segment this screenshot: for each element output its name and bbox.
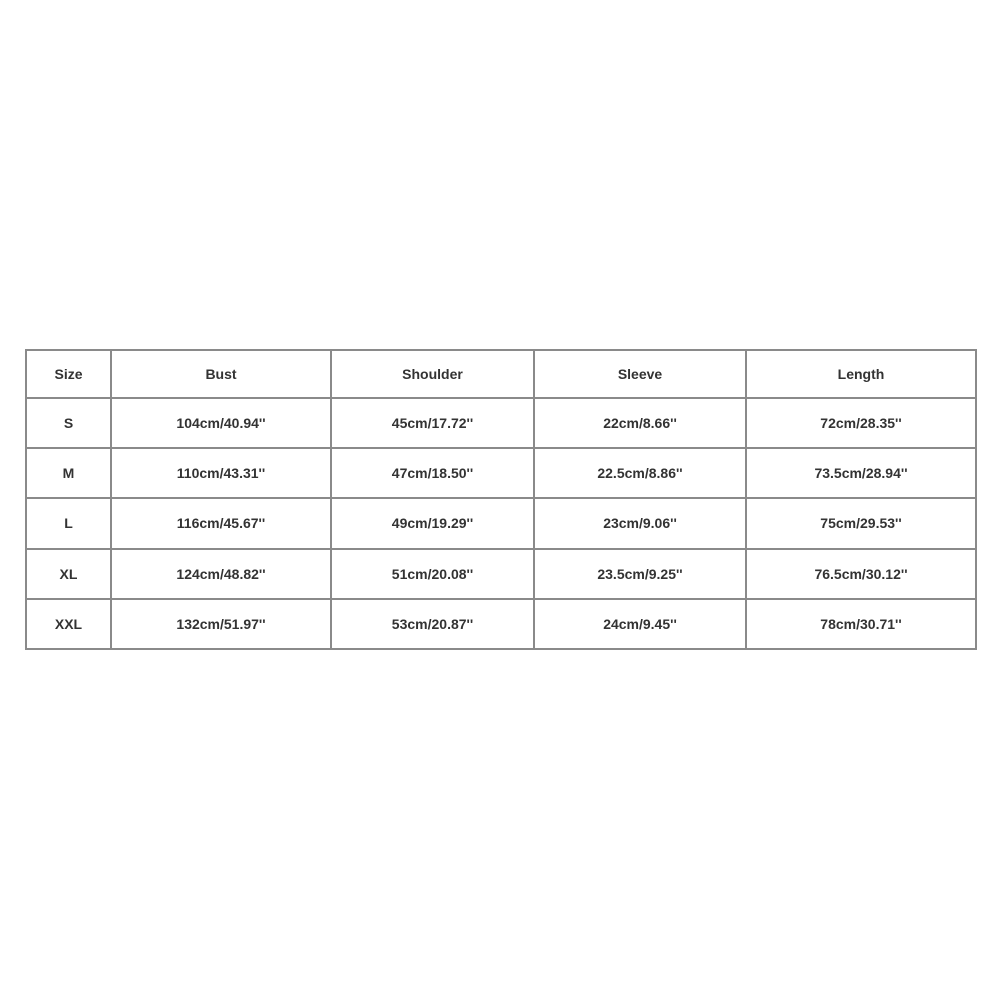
cell-sleeve: 24cm/9.45'' bbox=[534, 599, 746, 649]
table-row bbox=[26, 398, 976, 448]
cell-shoulder: 47cm/18.50'' bbox=[331, 448, 534, 498]
cell-length: 73.5cm/28.94'' bbox=[746, 448, 976, 498]
header-sleeve: Sleeve bbox=[534, 350, 746, 398]
cell-bust: 104cm/40.94'' bbox=[111, 398, 331, 448]
cell-length: 76.5cm/30.12'' bbox=[746, 549, 976, 599]
cell-bust: 110cm/43.31'' bbox=[111, 448, 331, 498]
cell-shoulder: 49cm/19.29'' bbox=[331, 498, 534, 548]
table-row bbox=[26, 549, 976, 599]
cell-bust: 132cm/51.97'' bbox=[111, 599, 331, 649]
cell-bust: 116cm/45.67'' bbox=[111, 498, 331, 548]
cell-sleeve: 23.5cm/9.25'' bbox=[534, 549, 746, 599]
cell-bust: 124cm/48.82'' bbox=[111, 549, 331, 599]
cell-size: XL bbox=[26, 549, 111, 599]
size-chart-table bbox=[25, 349, 977, 650]
cell-shoulder: 45cm/17.72'' bbox=[331, 398, 534, 448]
cell-size: L bbox=[26, 498, 111, 548]
cell-sleeve: 22.5cm/8.86'' bbox=[534, 448, 746, 498]
cell-shoulder: 51cm/20.08'' bbox=[331, 549, 534, 599]
table-row bbox=[26, 498, 976, 548]
cell-length: 72cm/28.35'' bbox=[746, 398, 976, 448]
header-shoulder: Shoulder bbox=[331, 350, 534, 398]
table-row bbox=[26, 599, 976, 649]
table-row bbox=[26, 448, 976, 498]
cell-length: 78cm/30.71'' bbox=[746, 599, 976, 649]
header-row bbox=[26, 350, 976, 398]
header-length: Length bbox=[746, 350, 976, 398]
cell-size: XXL bbox=[26, 599, 111, 649]
cell-length: 75cm/29.53'' bbox=[746, 498, 976, 548]
header-bust: Bust bbox=[111, 350, 331, 398]
cell-shoulder: 53cm/20.87'' bbox=[331, 599, 534, 649]
cell-sleeve: 22cm/8.66'' bbox=[534, 398, 746, 448]
cell-size: M bbox=[26, 448, 111, 498]
cell-size: S bbox=[26, 398, 111, 448]
cell-sleeve: 23cm/9.06'' bbox=[534, 498, 746, 548]
header-size: Size bbox=[26, 350, 111, 398]
